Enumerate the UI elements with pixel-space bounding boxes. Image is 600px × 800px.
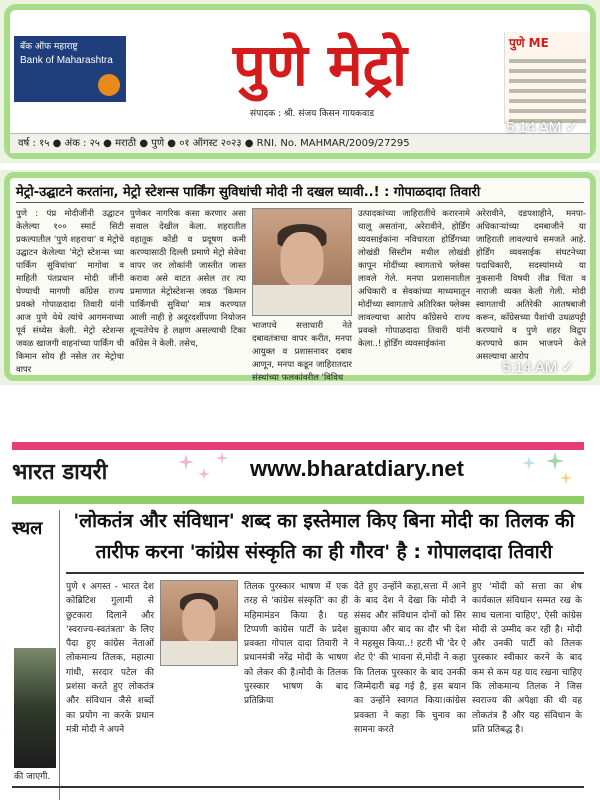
brand-name: भारत डायरी [12,460,108,485]
message-timestamp: 5:14 AM ✓ [506,119,578,136]
article-column-2: पुणेकर नागरिक कसा करणार असा सवाल देखील केला. शहरातील वहातूक कोंडी व प्रदूषण कमी करण्यासाठी दिल्ली प्रमाणे मेट्रो सेवेचा वापर जर लोकांनी जास्तीत जास्त करावा असे वाटत असेल तर त्या प्रमाणात मेट्रोस्टेशन्स जवळ 'किमान पार्किंगची सुविधा' मात्र करण्यात आली नाही हे अदूरदर्शीपणा नियोजन शून्यतेचेच हे लक्षण असल्याची टिका काँग्रेस ने केली. तसेच, [130,209,246,349]
editor-line: संपादक : श्री. संजय किसन गायकवाड [250,109,375,119]
article-column-4: उत्पादकांच्या जाहिरातींचे करारनामे चालू असतांना, अरेरावीने, होर्डिंग व्यवसाईकांना नविचारता होर्डिंगच्या लोखंडी सिस्टीम मधील लोखंडी कापून मोदींच्या स्वागताचे फ्लेक्स लावले गेले. मनपा प्रशासनातील अधिकारी व सेवकांच्या माध्यमातून मोदींच्या स्वागताचे अतिरिक्त फ्लेक्स लावल्याचा आरोप काँग्रेसचे राज्य प्रवक्ते गोपाळदादा तिवारी यांनी केला..! होर्डिंग व्यवसाईकांना [358,209,470,349]
adjacent-story-word: स्थल [12,518,43,539]
masthead-clipping [0,0,600,163]
newspaper-title: पुणे मेट्रो [232,31,407,99]
article-frame [4,172,596,381]
brand-url: www.bharatdiary.net [250,456,464,481]
article-clipping [0,170,600,385]
bank-name-english: Bank of Maharashtra [20,55,113,66]
article-headline: 'लोकतंत्र और संविधान' शब्द का इस्तेमाल किए बिना मोदी का तिलक की तारीफ करना 'कांग्रेस संस्कृति का ही गौरव' है : गोपालदादा तिवारी [73,510,575,563]
bank-name-marathi: बँक ऑफ महाराष्ट्र [20,42,78,52]
sparkle-icon [546,452,564,470]
adjacent-story-column [12,510,60,800]
bank-logo-icon [98,74,120,96]
sparkle-icon [198,468,210,480]
bharat-diary-clipping [0,428,600,800]
article-headline: मेट्रो-उद्घाटने करतांना, मेट्रो स्टेशन्स पार्किंग सुविधांची मोदी नी दखल घ्यावी..! : गोपाळदादा तिवारी [16,185,481,200]
sparkle-icon [216,452,228,464]
sparkle-icon [560,472,572,484]
adjacent-story-text: कारण से [14,756,43,766]
sparkle-icon [522,456,536,470]
right-advert-title: पुणे ME [509,36,549,50]
headline-divider [66,572,584,574]
article-column-1: पुणे १ अगस्त - भारत देश कोब्रिटिश गुलामी से छुटकारा दिलाने और 'स्वराज्य-स्वतंत्रता' के लिए पैदा हुए कांग्रेस नेताओं लोकमान्य तिलक, महात्मा गांधी, सरदार पटेल की प्रशंसा करते हुए लोकतंत्र और संविधान जैसे शब्दों का प्रयोग ना करके प्रधान मंत्री मोदी ने अपने [66,582,154,735]
pink-band [12,442,584,450]
sparkle-icon [178,454,194,470]
article-column-2: तिलक पुरस्कार भाषण में एक तरह से 'कांग्रेस संस्कृति' का ही महिमामंडन किया है। यह टिप्पणी कांग्रेस पार्टी के प्रदेश प्रवक्ता गोपाल दादा तिवारी ने प्रधानमंत्री नरेंद्र मोदी के भाषण को लेकर की है।मोदी के तिलक पुरस्कार भाषण के बाद प्रतिक्रिया [244,582,348,707]
bharat-diary-header [12,450,584,496]
portrait-photo [160,580,238,666]
article-column-5: अरेरावीने, दडपशाहीने, मनपा-अधिकाऱ्यांच्या दमबाजीने या जाहिराती लावल्याचे समजते आहे. होर्डिंग व्यवसाईक संघटनेच्या पदाधिकारी, सदस्यांमध्ये या नुकसानी विषयी तीव्र चिंता व नाराजी व्यक्त केली गेली. मोदी स्वागताची अतिरेकी आतषबाजी करून, काँग्रेसच्या पैशांची उधळपट्टी करण्याचे व पुणे शहर विद्रुप करण्याचे काम भाजपने केले असल्याचा आरोप [476,209,586,362]
bottom-divider [12,786,584,788]
issue-date-line: वर्ष : १५ ● अंक : २५ ● मराठी ● पुणे ● ०१ ऑगस्ट २०२३ ● RNI. No. MAHMAR/2009/27295 [10,133,590,153]
article-column-3: देते हुए उन्होंने कहा,सत्ता में आने के बाद देश ने देखा कि मोदी ने संसद और संविधान दोनों को सिर झुकाया और बाद का दौर भी देश ने महसूस किया..! हटरी भी 'देर ऐ शेट ऐ' की भावना से,मोदी ने कहा कि तिलक पुरस्कार के बाद उनकी जिम्मेदारी बढ़ गई है, इस बयान का उन्होंने स्वागत किया।कांग्रेस प्रवक्ता ने कहा कि चुनाव का सामना करते [354,582,466,735]
right-advert-text-lines [505,59,590,123]
adjacent-story-photo [14,648,56,768]
adjacent-story-text: की जाएगी. [14,772,51,782]
right-advert [504,32,590,124]
bank-advert [14,36,126,102]
article-column-3: भाजपचे सत्ताधारी नेते दबावतंत्राचा वापर करीत, मनपा आयुक्त व प्रशासनावर दबाव आणून, मनपा कडून जाहिरातदार संस्थांच्या फलकांवरील 'विविध [252,321,352,383]
portrait-photo [252,208,352,316]
message-timestamp: 5:14 AM ✓ [502,359,574,376]
green-band [12,496,584,504]
headline-divider [16,202,584,203]
article-column-1: पुणे : पंप्र मोदीजींनी उद्घाटन केलेल्या १०० स्मार्ट सिटी प्रकल्पातील 'पुणे शहराचा' व मेट्रोचे उद्घाटन केलेल्या 'मेट्रो स्टेशन्स च्या पार्किंग सुविधांचा' मागोवा व माहिती पंतप्रधान मोदी जींनी घेण्याची मागणी काँग्रेस राज्य प्रवक्ते गोपाळदादा तिवारी यांनी आज पुणे येथे त्यांचे आगमनाच्या पूर्व संध्येस केली. मेट्रो स्टेशन्स जवळ खाजगी वाहनांच्या पार्किंग ची किमान सोय ही नसेल तर मेट्रोचा वापर [16,209,124,375]
article-column-4: हुए 'मोदी को सत्ता का शेष कार्यकाल संविधान सम्मत रख के साथ चलाना चाहिए', ऐसी कांग्रेस मोदी से उम्मीद कर रही है। मोदी और उनकी पार्टी को तिलक पुरस्कार स्वीकार करने के बाद कम से कम यह याद रखना चाहिए कि लोकमान्य तिलक ने जिस स्वराज्य की अपेक्षा की थी वह लोकतंत्र है और यह संविधान के प्रति प्रतिबद्ध है। [472,582,582,735]
